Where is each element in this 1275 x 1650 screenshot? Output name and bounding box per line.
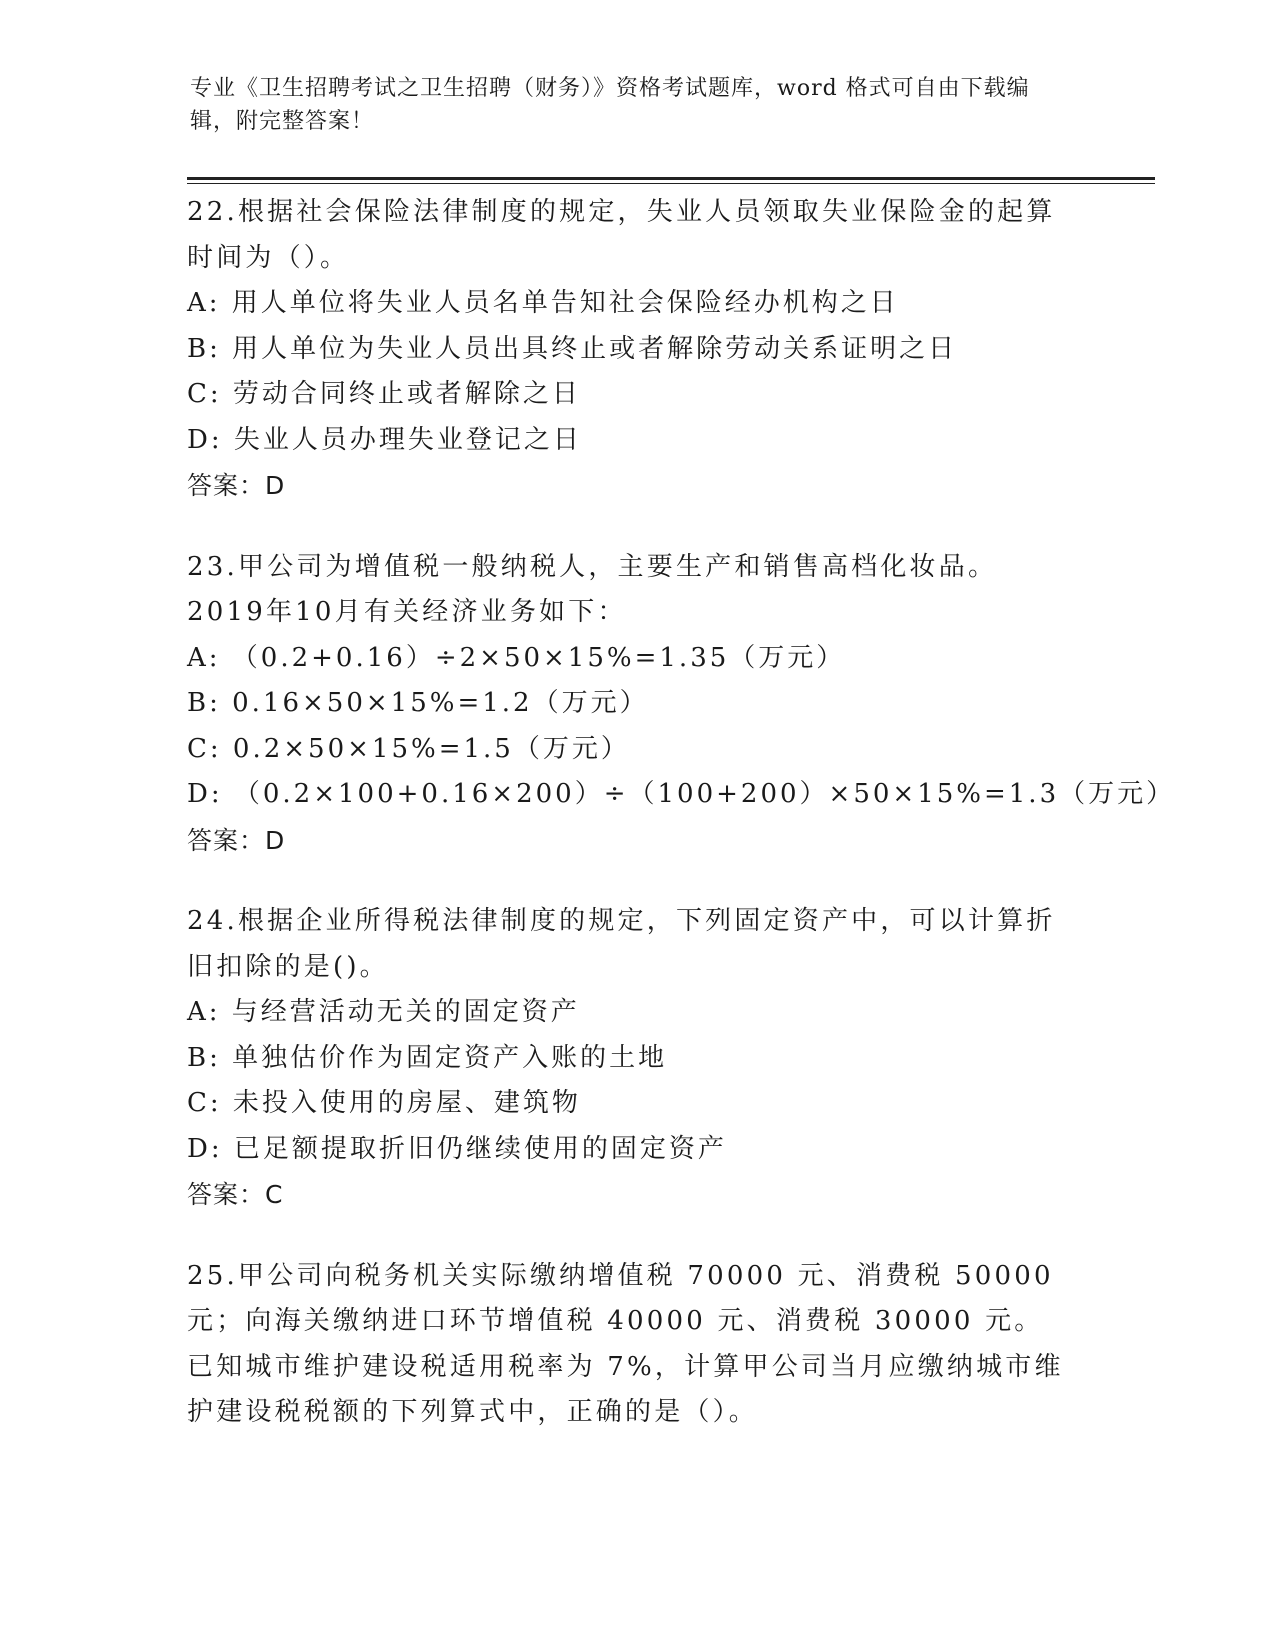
- question-item: [187, 1254, 1087, 1436]
- header-divider-thick: [187, 177, 1155, 180]
- question-item: [187, 899, 1087, 1218]
- question-stem: 23.甲公司为增值税一般纳税人，主要生产和销售高档化妆品。2019年10月有关经济业务如下：: [187, 551, 998, 627]
- document-header: 专业《卫生招聘考试之卫生招聘（财务）》资格考试题库，word 格式可自由下载编辑，附完整答案！: [190, 76, 1030, 134]
- question-item: [187, 190, 1087, 509]
- question-item: [187, 545, 1176, 864]
- option-c: C: 劳动合同终止或者解除之日: [187, 379, 581, 409]
- option-b: B: 用人单位为失业人员出具终止或者解除劳动关系证明之日: [187, 333, 958, 364]
- option-a: A: （0.2+0.16）÷2×50×15%=1.35（万元）: [187, 642, 846, 673]
- option-d: D: （0.2×100+0.16×200）÷（100+200）×50×15%=1.3（万元）: [187, 779, 1176, 809]
- question-stem: 24.根据企业所得税法律制度的规定，下列固定资产中，可以计算折旧扣除的是()。: [187, 906, 1056, 982]
- option-d: D: 已足额提取折旧仍继续使用的固定资产: [187, 1133, 727, 1164]
- option-d: D: 失业人员办理失业登记之日: [187, 424, 582, 455]
- option-b: B: 单独估价作为固定资产入账的土地: [187, 1042, 668, 1073]
- header-divider-thin: [187, 183, 1155, 184]
- question-list: [187, 190, 1176, 1472]
- option-c: C: 0.2×50×15%=1.5（万元）: [187, 733, 630, 764]
- answer-line: 答案：C: [187, 1180, 284, 1209]
- option-c: C: 未投入使用的房屋、建筑物: [187, 1088, 581, 1118]
- question-stem: 25.甲公司向税务机关实际缴纳增值税 70000 元、消费税 50000 元；向海关缴纳进口环节增值税 40000 元、消费税 30000 元。已知城市维护建设税适用税率为 7%，计算甲公司当月应缴纳城市维护建设税税额的下列算式中，正确的是（）。: [187, 1260, 1064, 1427]
- option-a: A: 用人单位将失业人员名单告知社会保险经办机构之日: [187, 288, 899, 318]
- question-stem: 22.根据社会保险法律制度的规定，失业人员领取失业保险金的起算时间为（）。: [187, 197, 1056, 273]
- option-a: A: 与经营活动无关的固定资产: [187, 997, 580, 1027]
- answer-line: 答案：D: [187, 471, 286, 500]
- option-b: B: 0.16×50×15%=1.2（万元）: [187, 688, 649, 718]
- answer-line: 答案：D: [187, 825, 286, 855]
